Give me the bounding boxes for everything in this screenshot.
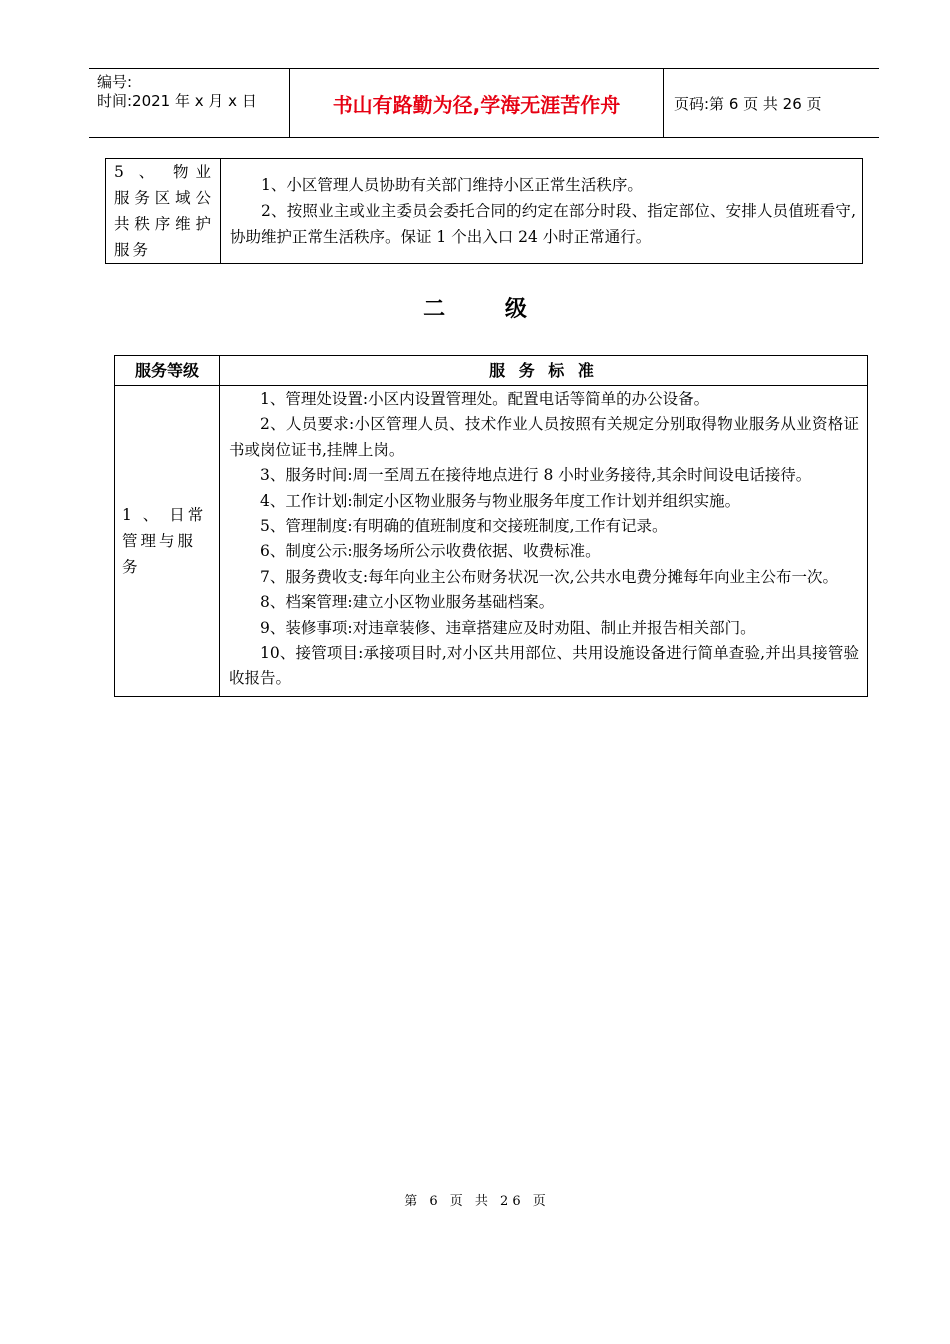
- service-standard-cell: [221, 159, 863, 264]
- table-row: [106, 159, 863, 264]
- standard-item: 9、装修事项:对违章装修、违章搭建应及时劝阻、制止并报告相关部门。: [260, 618, 756, 637]
- standard-item: 2、人员要求:小区管理人员、技术作业人员按照有关规定分别取得物业服务从业资格证书或岗位证书,挂牌上岗。: [229, 415, 859, 459]
- standard-item: 4、工作计划:制定小区物业服务与物业服务年度工作计划并组织实施。: [260, 491, 741, 510]
- header-motto: 书山有路勤为径,学海无涯苦作舟: [332, 92, 621, 117]
- standard-item: 7、服务费收支:每年向业主公布财务状况一次,公共水电费分摊每年向业主公布一次。: [260, 567, 839, 586]
- standard-item: 3、服务时间:周一至周五在接待地点进行 8 小时业务接待,其余时间设电话接待。: [260, 466, 812, 485]
- standard-item: 10、接管项目:承接项目时,对小区共用部位、共用设施设备进行简单查验,并出具接管验收报告。: [229, 644, 859, 688]
- page-header: [89, 68, 879, 138]
- time-label: 时间:2021 年 x 月 x 日: [97, 92, 257, 110]
- standard-item: 1、小区管理人员协助有关部门维持小区正常生活秩序。: [261, 176, 643, 194]
- standard-item: 8、档案管理:建立小区物业服务基础档案。: [260, 593, 555, 612]
- standard-item: 2、按照业主或业主委员会委托合同的约定在部分时段、指定部位、安排人员值班看守,协助维护正常生活秩序。保证 1 个出入口 24 小时正常通行。: [230, 202, 856, 246]
- standard-item: 5、管理制度:有明确的值班制度和交接班制度,工作有记录。: [260, 517, 668, 536]
- standard-item: 1、管理处设置:小区内设置管理处。配置电话等简单的办公设备。: [260, 390, 710, 408]
- number-label: 编号:: [97, 73, 133, 91]
- service-standard-cell: [220, 386, 868, 697]
- col-header-service-standard: 服 务 标 准: [220, 356, 868, 386]
- table-header-row: [115, 356, 868, 386]
- standard-item: 6、制度公示:服务场所公示收费依据、收费标准。: [260, 542, 601, 561]
- service-category-cell: 1 、 日常管理与服务: [115, 386, 220, 697]
- header-meta: [97, 73, 257, 111]
- table-row: [115, 386, 868, 697]
- header-page-info: 页码:第 6 页 共 26 页: [674, 94, 822, 113]
- order-maintenance-table: [105, 158, 863, 264]
- col-header-service-level: 服务等级: [115, 356, 220, 386]
- page-footer: 第 6 页 共 26 页: [404, 1194, 550, 1209]
- section-title: 二 级: [423, 297, 553, 322]
- level-two-service-table: [114, 355, 868, 697]
- service-category-cell: 5 、 物业服务区域公共秩序维护服务: [106, 159, 221, 264]
